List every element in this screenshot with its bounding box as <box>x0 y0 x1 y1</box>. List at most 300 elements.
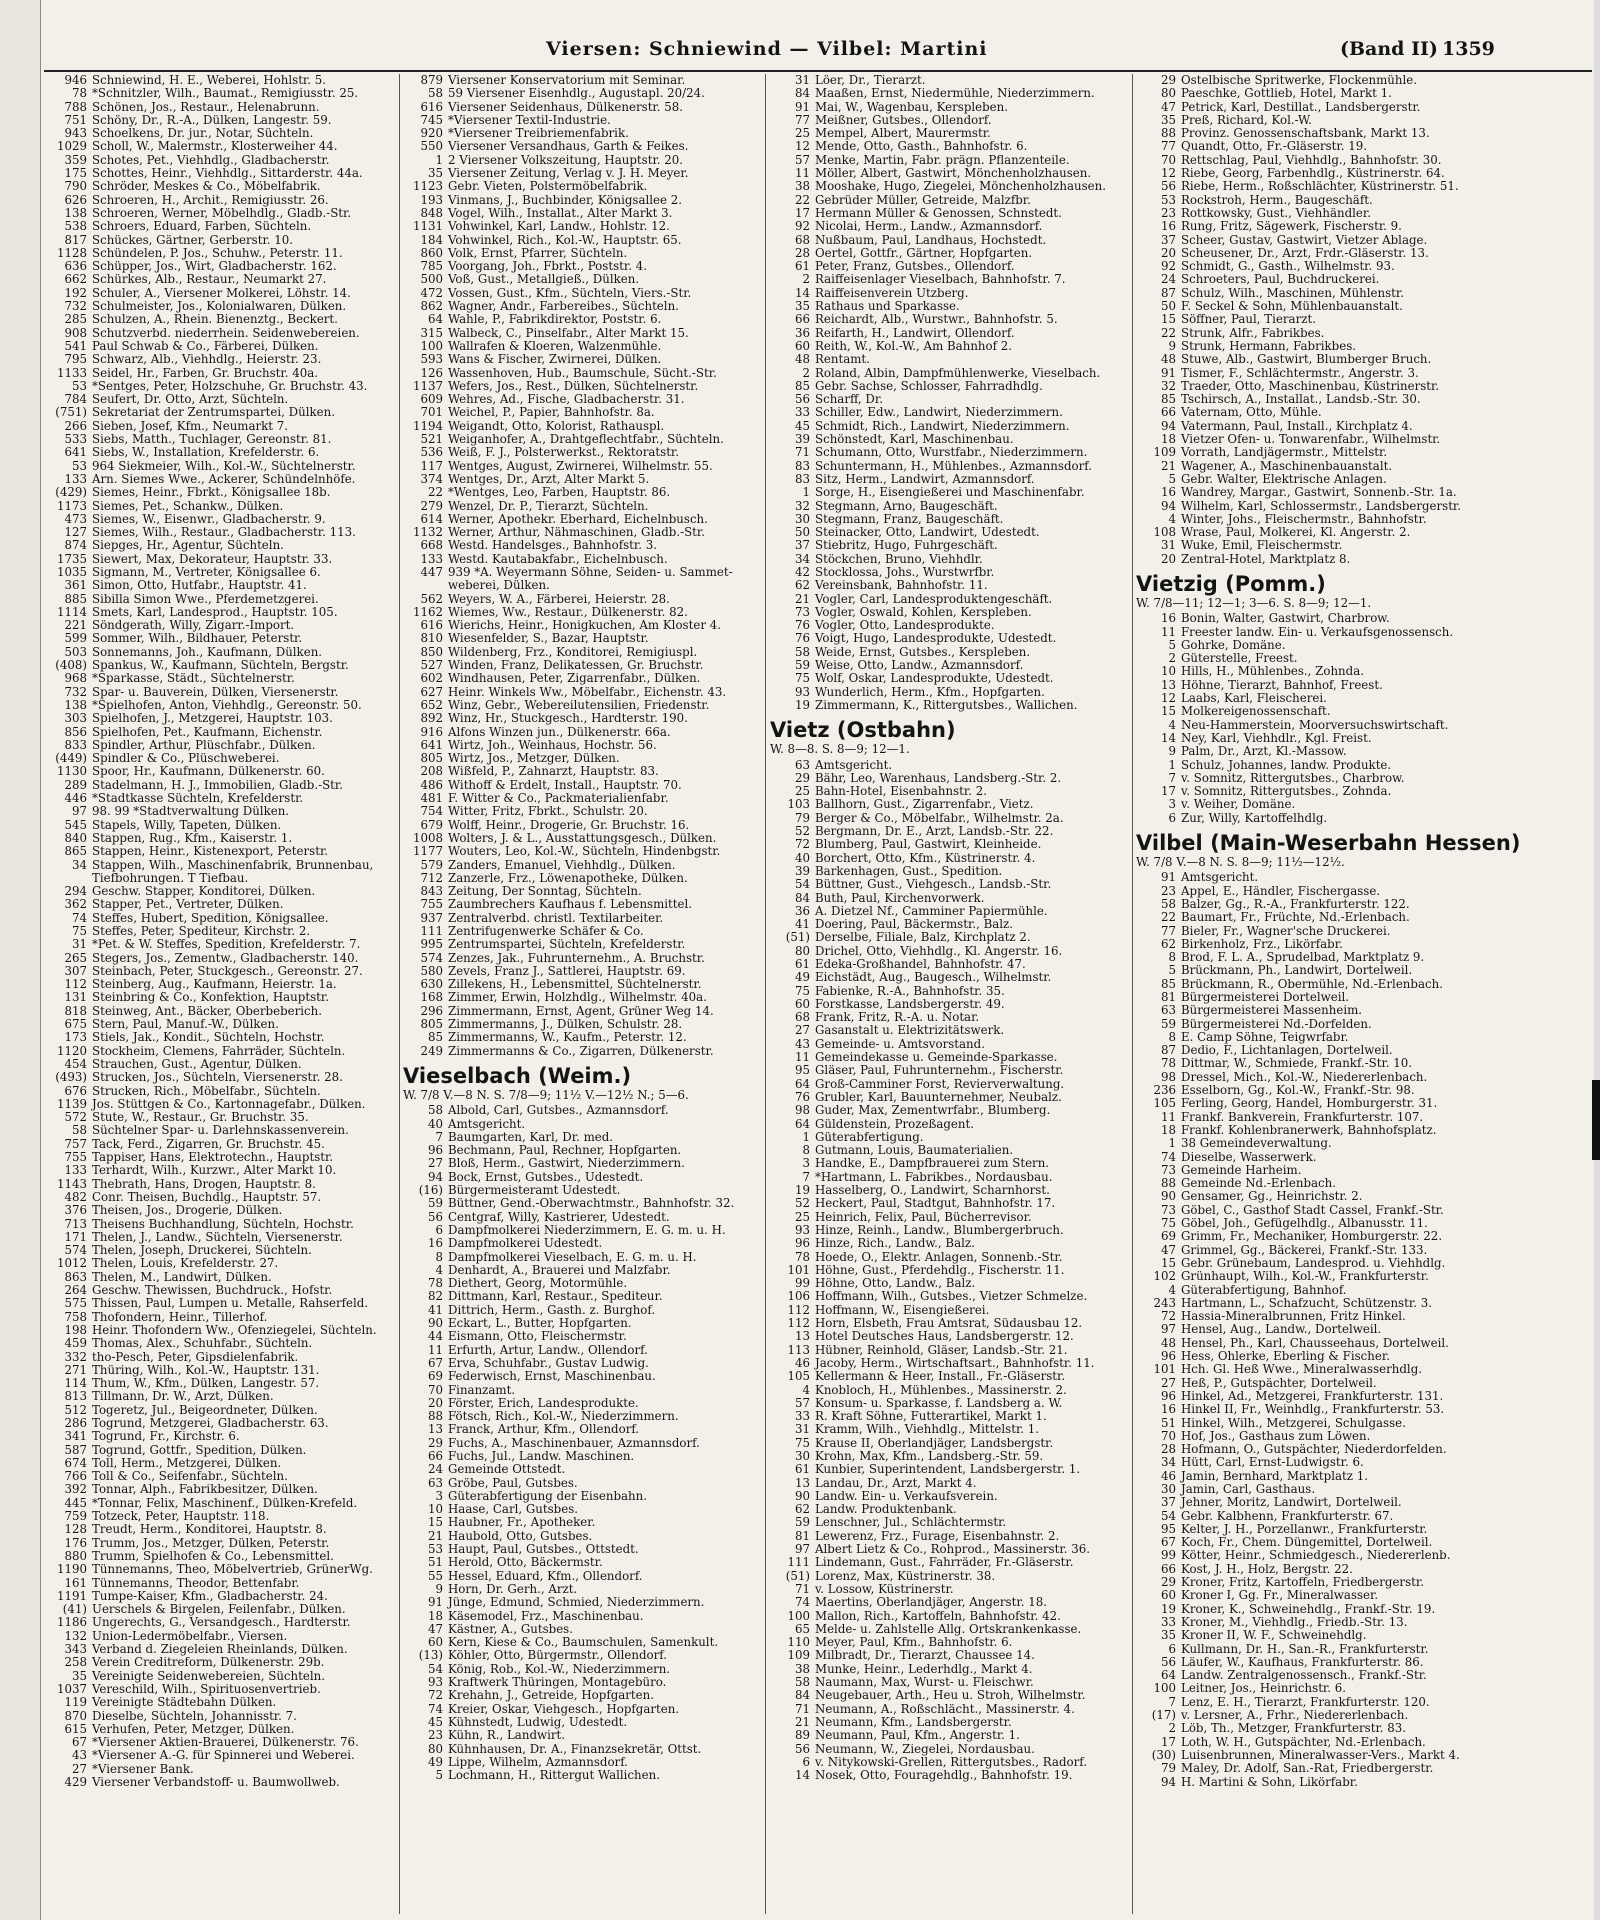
phone-number: 40 <box>427 1117 443 1131</box>
entry-text: *Viersener Aktien-Brauerei, Dülkenerstr. 76. <box>92 1736 359 1750</box>
entry-text: Zanzerle, Frz., Löwenapotheke, Dülken. <box>448 871 688 885</box>
entry-text: Hasselberg, O., Landwirt, Scharnhorst. <box>815 1184 1050 1198</box>
entry-text: F. Seckel & Sohn, Mühlenbauanstalt. <box>1181 300 1403 314</box>
directory-entry <box>1136 167 1592 180</box>
phone-number: 64 <box>794 1077 810 1091</box>
phone-number: 11 <box>794 1051 810 1065</box>
entry-text: Amtsgericht. <box>1181 871 1259 885</box>
directory-entry <box>403 1144 760 1157</box>
directory-entry <box>403 313 760 326</box>
directory-entry <box>45 1098 398 1111</box>
directory-entry <box>770 1556 1130 1569</box>
phone-number: 3 <box>802 1157 810 1171</box>
entry-text: Büttner, Gend.-Oberwachtmstr., Bahnhofstr. 32. <box>448 1197 735 1211</box>
phone-number: 315 <box>420 326 443 340</box>
directory-entry <box>1136 798 1592 811</box>
phone-number: 626 <box>64 193 87 207</box>
phone-number: 662 <box>64 273 87 287</box>
entry-text: Thum, W., Kfm., Dülken, Langestr. 57. <box>92 1377 320 1391</box>
entry-text: Gemeinde Harheim. <box>1181 1163 1302 1177</box>
phone-number: 90 <box>794 1489 810 1503</box>
phone-number: 78 <box>794 1250 810 1264</box>
phone-number: 332 <box>64 1350 87 1364</box>
entry-text: Schumann, Otto, Wurstfabr., Niederzimmern. <box>815 446 1088 460</box>
phone-number: 6 <box>1168 1642 1176 1656</box>
phone-number: 72 <box>1160 1310 1176 1324</box>
directory-entry <box>1136 1164 1592 1177</box>
entry-text: Freester landw. Ein- u. Verkaufsgenossensch. <box>1181 625 1454 639</box>
directory-entry <box>403 486 760 499</box>
entry-text: Zeitung, Der Sonntag, Süchteln. <box>448 885 642 899</box>
phone-number: 848 <box>420 206 443 220</box>
phone-number: 77 <box>1160 140 1176 154</box>
directory-entry <box>1136 1709 1592 1722</box>
directory-entry <box>770 1078 1130 1091</box>
phone-number: 98 <box>794 1104 810 1118</box>
directory-entry <box>770 606 1130 619</box>
entry-text: Appel, E., Händler, Fischergasse. <box>1181 884 1381 898</box>
phone-number: 46 <box>794 1356 810 1370</box>
entry-text: Togrund, Fr., Kirchstr. 6. <box>92 1430 240 1444</box>
phone-number: 1139 <box>56 1097 87 1111</box>
entry-text: Schmidt, G., Gasth., Wilhelmstr. 93. <box>1181 260 1395 274</box>
phone-number: 64 <box>794 1117 810 1131</box>
entry-text: v. Lossow, Küstrinerstr. <box>815 1582 954 1596</box>
entry-text: Sommer, Wilh., Bildhauer, Peterstr. <box>92 632 303 646</box>
directory-entry <box>45 1178 398 1191</box>
entry-text: Schuler, A., Viersener Molkerei, Löhstr. 14. <box>92 286 351 300</box>
entry-text: Rathaus und Sparkasse. <box>815 300 960 314</box>
directory-entry <box>45 1417 398 1430</box>
directory-entry <box>1136 1576 1592 1589</box>
directory-entry <box>45 1297 398 1310</box>
phone-number: 81 <box>794 1529 810 1543</box>
phone-number: 1 <box>1168 1137 1176 1151</box>
phone-number: 85 <box>427 1031 443 1045</box>
directory-entry <box>45 991 398 1004</box>
entry-text: Wouters, Leo, Kol.-W., Süchteln, Hindenbgstr. <box>448 845 721 859</box>
phone-number: 168 <box>420 991 443 1005</box>
entry-text: Frank, Fritz, R.-A. u. Notar. <box>815 1011 980 1025</box>
entry-text: Steinacker, Otto, Landwirt, Udestedt. <box>815 526 1040 540</box>
entry-text: Rockstroh, Herm., Baugeschäft. <box>1181 193 1373 207</box>
entry-text: Schroers, Eduard, Farben, Süchteln. <box>92 220 312 234</box>
directory-entry <box>45 819 398 832</box>
phone-number: 1120 <box>56 1044 87 1058</box>
entry-text: Ungerechts, G., Versandgesch., Hardterstr. <box>92 1616 351 1630</box>
phone-number: 117 <box>420 459 443 473</box>
phone-number: 11 <box>794 167 810 181</box>
entry-text: Winz, Hr., Stuckgesch., Hardterstr. 190. <box>448 712 688 726</box>
entry-text: Rettschlag, Paul, Viehhdlg., Bahnhofstr. 30. <box>1181 153 1442 167</box>
entry-text: Stiels, Jak., Kondit., Süchteln, Hochstr. <box>92 1031 325 1045</box>
directory-entry <box>45 207 398 220</box>
phone-number: 35 <box>1160 113 1176 127</box>
phone-number: 99 <box>794 1277 810 1291</box>
directory-entry <box>45 1736 398 1749</box>
directory-entry <box>770 287 1130 300</box>
phone-number: 5 <box>1168 964 1176 978</box>
entry-text: Tschirsch, A., Installat., Landsb.-Str. 30. <box>1181 393 1421 407</box>
directory-entry <box>45 460 398 473</box>
directory-entry <box>45 593 398 606</box>
directory-entry <box>45 1231 398 1244</box>
entry-text: Sorge, H., Eisengießerei und Maschinenfabr. <box>815 486 1085 500</box>
phone-number: 108 <box>1153 526 1176 540</box>
directory-entry <box>45 1710 398 1723</box>
entry-text: Thissen, Paul, Lumpen u. Metalle, Rahserfeld. <box>92 1297 369 1311</box>
entry-text: Wildenberg, Frz., Konditorei, Remigiuspl. <box>448 645 698 659</box>
directory-entry <box>45 101 398 114</box>
phone-number: 69 <box>427 1370 443 1384</box>
entry-text: Wierichs, Heinr., Honigkuchen, Am Kloster 4. <box>448 619 721 633</box>
directory-entry <box>1136 1603 1592 1616</box>
directory-entry <box>45 912 398 925</box>
directory-entry <box>1136 420 1592 433</box>
directory-entry <box>403 114 760 127</box>
directory-entry <box>770 672 1130 685</box>
directory-entry <box>1136 1443 1592 1456</box>
directory-entry <box>403 739 760 752</box>
entry-text: Zimmermanns, J., Dülken, Schulstr. 28. <box>448 1018 683 1032</box>
entry-text: Mende, Otto, Gasth., Bahnhofstr. 6. <box>815 140 1028 154</box>
directory-entry <box>45 1749 398 1762</box>
entry-text: Konsum- u. Sparkasse, f. Landsberg a. W. <box>815 1396 1063 1410</box>
directory-entry <box>1136 406 1592 419</box>
entry-text: Windhausen, Peter, Zigarrenfabr., Dülken. <box>448 672 701 686</box>
directory-entry <box>45 1284 398 1297</box>
directory-entry <box>403 1490 760 1503</box>
phone-number: 863 <box>64 1270 87 1284</box>
entry-text: Herold, Otto, Bäckermstr. <box>448 1556 603 1570</box>
entry-text: Erva, Schuhfabr., Gustav Ludwig. <box>448 1356 649 1370</box>
entry-text: Güterstelle, Freest. <box>1181 652 1298 666</box>
directory-entry <box>45 260 398 273</box>
phone-number: 23 <box>1160 206 1176 220</box>
phone-number: 85 <box>1160 977 1176 991</box>
directory-entry <box>403 1237 760 1250</box>
phone-number: 31 <box>794 1423 810 1437</box>
phone-number: 84 <box>794 1689 810 1703</box>
entry-text: Gläser, Paul, Fuhrunternehm., Fischerstr. <box>815 1064 1064 1078</box>
phone-number: 96 <box>1160 1389 1176 1403</box>
directory-entry <box>45 340 398 353</box>
directory-entry <box>45 765 398 778</box>
entry-text: Schottes, Heinr., Viehhdlg., Sittarderstr. 44a. <box>92 167 363 181</box>
entry-text: Göbel, C., Gasthof Stadt Cassel, Frankf.-Str. <box>1181 1203 1444 1217</box>
entry-text: Lorenz, Max, Küstrinerstr. 38. <box>815 1569 996 1583</box>
entry-text: Hoffmann, Wilh., Gutsbes., Vietzer Schmelze. <box>815 1290 1088 1304</box>
directory-entry <box>1136 639 1592 652</box>
phone-number: 7 <box>802 1170 810 1184</box>
phone-number: 83 <box>794 472 810 486</box>
entry-text: Theisens Buchhandlung, Süchteln, Hochstr. <box>92 1217 354 1231</box>
phone-number: 1162 <box>412 605 443 619</box>
phone-number: 59 <box>1160 1017 1176 1031</box>
phone-number: 34 <box>1160 1456 1176 1470</box>
entry-text: Vogler, Otto, Landesprodukte. <box>815 619 995 633</box>
phone-number: 20 <box>1160 552 1176 566</box>
phone-number: 78 <box>1160 1057 1176 1071</box>
directory-entry <box>45 1577 398 1590</box>
phone-number: 641 <box>64 446 87 460</box>
phone-number: 266 <box>64 419 87 433</box>
directory-entry <box>770 460 1130 473</box>
entry-text: Mai, W., Wagenbau, Kerspleben. <box>815 100 1009 114</box>
entry-text: Brod, F. L. A., Sprudelbad, Marktplatz 9. <box>1181 951 1425 965</box>
entry-text: Gemeinde- u. Amtsvorstand. <box>815 1037 985 1051</box>
directory-entry <box>1136 1776 1592 1789</box>
phone-number: 279 <box>420 499 443 513</box>
directory-entry <box>1136 247 1592 260</box>
phone-number: 574 <box>64 1244 87 1258</box>
entry-text: Totzeck, Peter, Hauptstr. 118. <box>92 1510 270 1524</box>
entry-text: Güterabfertigung, Bahnhof. <box>1181 1283 1347 1297</box>
directory-entry <box>770 619 1130 632</box>
directory-entry <box>1136 1696 1592 1709</box>
phone-number: 105 <box>1153 1097 1176 1111</box>
phone-number: 63 <box>427 1476 443 1490</box>
directory-entry <box>770 406 1130 419</box>
phone-number: 307 <box>64 964 87 978</box>
entry-text: Federwisch, Ernst, Maschinenbau. <box>448 1370 656 1384</box>
directory-entry <box>403 194 760 207</box>
directory-entry <box>1136 991 1592 1004</box>
entry-text: Viersener Zeitung, Verlag v. J. H. Meyer. <box>448 167 689 181</box>
directory-entry <box>45 726 398 739</box>
entry-text: weberei, Dülken. <box>448 579 550 593</box>
directory-entry <box>770 838 1130 851</box>
entry-text: Schüpper, Jos., Wirt, Gladbacherstr. 162. <box>92 260 337 274</box>
entry-text: Wirtz, Jos., Metzger, Dülken. <box>448 752 620 766</box>
entry-text: Jamin, Bernhard, Marktplatz 1. <box>1181 1469 1368 1483</box>
phone-number: 16 <box>427 1237 443 1251</box>
entry-text: Ballhorn, Gust., Zigarrenfabr., Vietz. <box>815 798 1034 812</box>
phone-number: 74 <box>1160 1150 1176 1164</box>
directory-entry <box>403 1384 760 1397</box>
directory-entry <box>1136 327 1592 340</box>
directory-entry <box>770 945 1130 958</box>
directory-entry <box>1136 1004 1592 1017</box>
directory-entry <box>1136 180 1592 193</box>
entry-text: *Viersener A.-G. für Spinnerei und Weberei. <box>92 1749 355 1763</box>
directory-entry <box>770 1423 1130 1436</box>
entry-text: Albert Lietz & Co., Rohprod., Massinerstr. 36. <box>815 1543 1090 1557</box>
phone-number: 18 <box>1160 1123 1176 1137</box>
directory-entry <box>770 878 1130 891</box>
directory-entry <box>1136 273 1592 286</box>
phone-number: 19 <box>794 1184 810 1198</box>
phone-number: 8 <box>435 1250 443 1264</box>
directory-entry <box>45 393 398 406</box>
phone-number: 106 <box>787 1290 810 1304</box>
phone-number: 817 <box>64 233 87 247</box>
entry-text: Vereinigte Seidenwebereien, Süchteln. <box>92 1669 325 1683</box>
directory-entry <box>770 194 1130 207</box>
directory-entry <box>403 1516 760 1529</box>
phone-number: 84 <box>794 87 810 101</box>
entry-text: Derselbe, Filiale, Balz, Kirchplatz 2. <box>815 931 1031 945</box>
phone-number: 37 <box>1160 1496 1176 1510</box>
directory-entry <box>770 1038 1130 1051</box>
entry-text: Siepges, Hr., Agentur, Süchteln. <box>92 539 284 553</box>
directory-entry <box>770 1197 1130 1210</box>
phone-number: 22 <box>1160 326 1176 340</box>
phone-number: 265 <box>64 951 87 965</box>
phone-number: 527 <box>420 659 443 673</box>
phone-number: 113 <box>787 1343 810 1357</box>
directory-entry <box>45 154 398 167</box>
phone-number: 38 <box>794 1662 810 1676</box>
directory-entry <box>403 1756 760 1769</box>
phone-number: 376 <box>64 1204 87 1218</box>
phone-number: 33 <box>794 406 810 420</box>
directory-entry <box>1136 885 1592 898</box>
phone-number: 249 <box>420 1044 443 1058</box>
directory-entry <box>45 1590 398 1603</box>
phone-number: 184 <box>420 233 443 247</box>
entry-text: Werner, Arthur, Nähmaschinen, Gladb.-Str. <box>448 526 706 540</box>
entry-text: Wentges, August, Zwirnerei, Wilhelmstr. 55. <box>448 459 713 473</box>
directory-entry <box>45 1523 398 1536</box>
phone-number: 17 <box>794 206 810 220</box>
phone-number: 840 <box>64 831 87 845</box>
directory-entry <box>770 114 1130 127</box>
phone-number: 68 <box>794 233 810 247</box>
entry-text: A. Dietzel Nf., Camminer Papiermühle. <box>815 904 1048 918</box>
phone-number: 47 <box>1160 100 1176 114</box>
phone-number: 87 <box>1160 1044 1176 1058</box>
entry-text: Bürgermeisteramt Udestedt. <box>448 1184 621 1198</box>
phone-number: 56 <box>1160 180 1176 194</box>
phone-number: 102 <box>1153 1270 1176 1284</box>
directory-entry <box>1136 393 1592 406</box>
phone-number: (41) <box>62 1603 87 1617</box>
directory-entry <box>403 1556 760 1569</box>
directory-entry <box>403 513 760 526</box>
phone-number: 879 <box>420 74 443 87</box>
phone-number: 59 <box>794 659 810 673</box>
directory-entry <box>1136 473 1592 486</box>
entry-text: Zimmermann, K., Rittergutsbes., Wallichen. <box>815 698 1078 712</box>
phone-number: 83 <box>794 459 810 473</box>
directory-entry <box>1136 1151 1592 1164</box>
entry-text: Vossen, Gust., Kfm., Süchteln, Viers.-Str. <box>448 286 692 300</box>
directory-entry <box>1136 652 1592 665</box>
phone-number: 81 <box>1160 991 1176 1004</box>
phone-number: 100 <box>1153 1682 1176 1696</box>
entry-text: Verband d. Ziegeleien Rheinlands, Dülken. <box>92 1643 348 1657</box>
entry-text: Brückmann, Ph., Landwirt, Dortelweil. <box>1181 964 1413 978</box>
phone-number: 93 <box>427 1676 443 1690</box>
phone-number: 9 <box>1168 339 1176 353</box>
entry-text: Uerschels & Birgelen, Feilenfabr., Dülken. <box>92 1603 346 1617</box>
entry-text: Schmidt, Rich., Landwirt, Niederzimmern. <box>815 419 1070 433</box>
phone-number: 20 <box>427 1396 443 1410</box>
phone-number: 99 <box>1160 1549 1176 1563</box>
entry-text: Kellermann & Heer, Install., Fr.-Gläserstr. <box>815 1370 1066 1384</box>
phone-number: 56 <box>1160 1655 1176 1669</box>
entry-text: Petrick, Karl, Destillat., Landsbergerstr. <box>1181 100 1421 114</box>
directory-entry <box>1136 87 1592 100</box>
entry-text: Buth, Paul, Kirchenvorwerk. <box>815 891 985 905</box>
phone-number: 25 <box>794 785 810 799</box>
phone-number: 35 <box>71 1669 87 1683</box>
phone-number: 100 <box>787 1609 810 1623</box>
directory-entry <box>45 1045 398 1058</box>
directory-entry <box>1136 486 1592 499</box>
phone-number: 91 <box>1160 366 1176 380</box>
phone-number: 60 <box>427 1636 443 1650</box>
phone-number: 58 <box>794 1676 810 1690</box>
directory-entry <box>1136 1244 1592 1257</box>
phone-number: 459 <box>64 1337 87 1351</box>
entry-text: Centgraf, Willy, Kastrierer, Udestedt. <box>448 1210 670 1224</box>
directory-entry <box>770 247 1130 260</box>
directory-entry <box>1136 1722 1592 1735</box>
entry-text: Tünnemanns, Theo, Möbelvertrieb, GrünerWg. <box>92 1563 373 1577</box>
phone-number: 66 <box>1160 1562 1176 1576</box>
phone-number: 80 <box>427 1742 443 1756</box>
directory-entry <box>403 1118 760 1131</box>
entry-text: Wassenhoven, Hub., Baumschule, Sücht.-Str. <box>448 366 717 380</box>
entry-text: Förster, Erich, Landesprodukte. <box>448 1396 639 1410</box>
directory-entry <box>1136 300 1592 313</box>
directory-entry <box>403 859 760 872</box>
phone-number: 862 <box>420 300 443 314</box>
directory-entry <box>770 579 1130 592</box>
directory-column-2 <box>403 74 760 1914</box>
entry-text: Gutmann, Louis, Baumaterialien. <box>815 1144 1014 1158</box>
directory-entry <box>45 486 398 499</box>
directory-entry <box>45 473 398 486</box>
phone-number: 62 <box>794 1503 810 1517</box>
phone-number: (751) <box>55 406 87 420</box>
directory-entry <box>770 985 1130 998</box>
phone-number: 916 <box>420 725 443 739</box>
entry-text: Gebrüder Müller, Getreide, Malzfbr. <box>815 193 1031 207</box>
entry-text: Mooshake, Hugo, Ziegelei, Mönchenholzhausen. <box>815 180 1107 194</box>
phone-number: 521 <box>420 433 443 447</box>
phone-number: 536 <box>420 446 443 460</box>
directory-entry <box>403 1649 760 1662</box>
phone-number: 97 <box>794 1543 810 1557</box>
directory-entry <box>45 1404 398 1417</box>
entry-text: Gebr. Walter, Elektrische Anlagen. <box>1181 472 1387 486</box>
entry-text: Güldenstein, Prozeßagent. <box>815 1117 974 1131</box>
phone-number: 3 <box>1168 798 1176 812</box>
phone-number: 7 <box>435 1130 443 1144</box>
phone-number: 78 <box>427 1277 443 1291</box>
entry-text: Hinze, Rich., Landw., Balz. <box>815 1237 975 1251</box>
phone-number: 541 <box>64 339 87 353</box>
phone-number: 27 <box>71 1762 87 1776</box>
phone-number: 472 <box>420 286 443 300</box>
phone-number: 1177 <box>412 845 443 859</box>
phone-number: 69 <box>1160 1230 1176 1244</box>
directory-entry <box>403 1729 760 1742</box>
entry-text: Büttner, Gust., Viehgesch., Landsb.-Str. <box>815 878 1052 892</box>
phone-number: 90 <box>427 1317 443 1331</box>
entry-text: Schroeren, Werner, Möbelhdlg., Gladb.-Str. <box>92 206 352 220</box>
directory-entry <box>403 420 760 433</box>
directory-entry <box>403 406 760 419</box>
entry-text: Preß, Richard, Kol.-W. <box>1181 113 1312 127</box>
entry-text: Dittmann, Karl, Restaur., Spediteur. <box>448 1290 663 1304</box>
entry-text: Schwarz, Alb., Viehhdlg., Heierstr. 23. <box>92 353 322 367</box>
directory-entry <box>1136 925 1592 938</box>
phone-number: 63 <box>794 758 810 772</box>
